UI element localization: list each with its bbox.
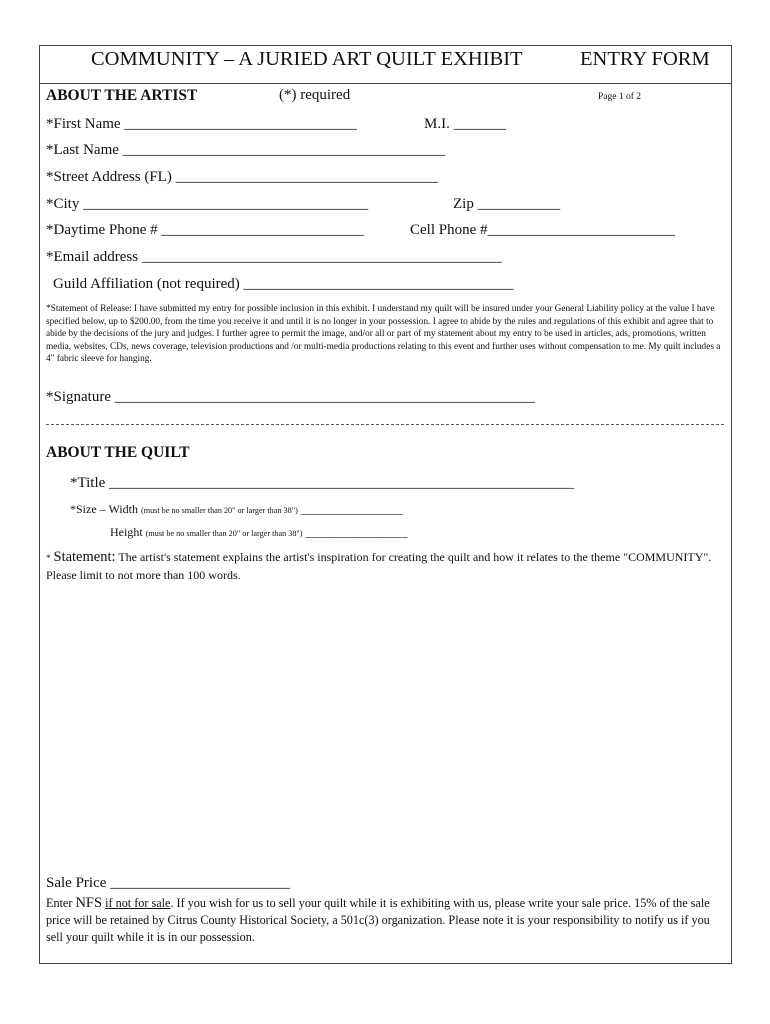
statement-required-star: * xyxy=(46,553,51,563)
artist-heading: ABOUT THE ARTIST xyxy=(46,87,198,104)
mi-field[interactable]: M.I. _______ xyxy=(424,116,507,132)
height-row xyxy=(110,525,408,540)
statement-label: Statement: xyxy=(53,549,116,565)
guild-affiliation-field[interactable]: Guild Affiliation (not required) ____________________________________ xyxy=(53,276,514,292)
zip-field[interactable]: Zip ___________ xyxy=(453,196,561,212)
sale-body-text: . If you wish for us to sell your quilt while it is exhibiting with us, please write your sale price. 15% of the sale price will be retained by Citrus County Historical Society, a 501c(3) organization. Please note it is your responsibility to notify us if you sell your quilt while it is in our possession. xyxy=(46,896,710,945)
first-name-field[interactable]: *First Name _______________________________ xyxy=(46,116,357,132)
daytime-phone-field[interactable]: *Daytime Phone # ___________________________ xyxy=(46,222,364,238)
width-field[interactable]: _________________ xyxy=(300,502,403,516)
artist-statement-prompt xyxy=(46,549,726,584)
quilt-title-field[interactable]: *Title ______________________________________________________________ xyxy=(70,475,575,491)
width-label: *Size – Width xyxy=(70,502,138,516)
width-note: (must be no smaller than 20" or larger than 38") xyxy=(140,506,298,515)
form-title: COMMUNITY – A JURIED ART QUILT EXHIBIT xyxy=(91,48,523,70)
page-number: Page 1 of 2 xyxy=(598,92,642,102)
street-address-field[interactable]: *Street Address (FL) ___________________________________ xyxy=(46,169,439,185)
statement-instructions: The artist's statement explains the artist's inspiration for creating the quilt and how it relates to the theme "COMMUNITY". Please limit to not more than 100 words. xyxy=(46,550,712,582)
section-divider xyxy=(46,424,724,425)
width-row xyxy=(70,502,403,517)
release-statement: *Statement of Release: I have submitted my entry for possible inclusion in this exhibit. I understand my quilt will be insured under your General Liability policy at the value I have specified below, up to $200.00, from the time you receive it and until it is no longer in your possession. I agree to abide by the rules and regulations of this exhibit and agree that to abide by the decisions of the jury and judges. I further agree to permit the image, and/or all or part of my statement about my entry to be used in articles, ads, promotions, written media, websites, CDs, news coverage, television productions and /or multi-media productions relating to this event and further uses without compensation to me. My quilt includes a 4" fabric sleeve for hanging. xyxy=(46,304,721,365)
sale-price-field[interactable]: Sale Price ________________________ xyxy=(46,875,291,891)
header-divider xyxy=(39,83,732,84)
signature-field[interactable]: *Signature ________________________________________________________ xyxy=(46,389,535,405)
required-note: (*) required xyxy=(279,87,351,103)
not-for-sale-text: if not for sale xyxy=(105,896,171,910)
last-name-field[interactable]: *Last Name ___________________________________________ xyxy=(46,142,446,158)
cell-phone-field[interactable]: Cell Phone #_________________________ xyxy=(410,222,675,238)
quilt-heading: ABOUT THE QUILT xyxy=(46,444,190,461)
nfs-label: NFS xyxy=(75,895,103,911)
email-field[interactable]: *Email address ________________________________________________ xyxy=(46,249,502,265)
city-field[interactable]: *City ______________________________________ xyxy=(46,196,369,212)
height-label: Height xyxy=(110,525,143,539)
height-field[interactable]: _________________ xyxy=(305,525,408,539)
height-note: (must be no smaller than 20" or larger than 38") xyxy=(145,529,303,538)
sale-enter: Enter xyxy=(46,896,73,910)
form-label: ENTRY FORM xyxy=(580,48,710,70)
sale-instructions xyxy=(46,895,728,947)
